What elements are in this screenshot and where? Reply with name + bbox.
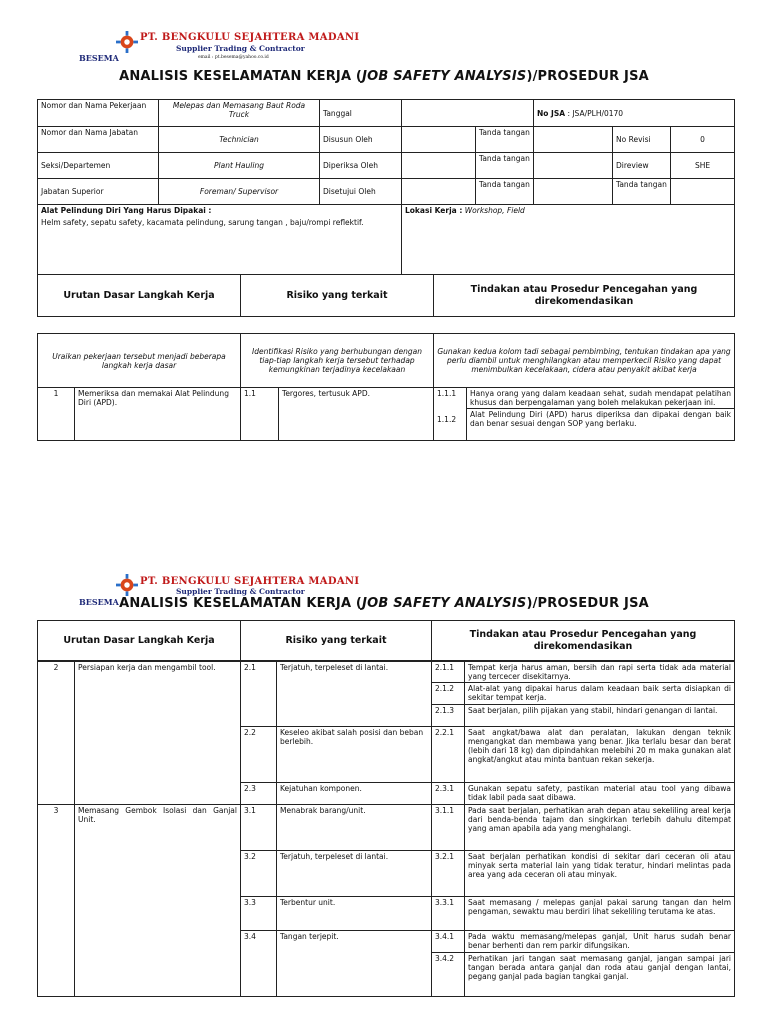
step-text: Memasang Gembok Isolasi dan Ganjal Unit. [75, 805, 241, 997]
company-brand: BESEMA [79, 597, 119, 607]
action-text: Gunakan sepatu safety, pastikan material atau tool yang dibawa tidak labil pada saat dibawa. [465, 783, 735, 805]
step-text: Memeriksa dan memakai Alat Pelindung Diri (APD). [75, 388, 241, 441]
action-number: 3.4.2 [432, 953, 465, 997]
value-tanda-tangan [534, 127, 613, 153]
action-number: 3.4.1 [432, 931, 465, 953]
jsa-step-table-page1 [37, 333, 735, 441]
label-diperiksa: Diperiksa Oleh [320, 153, 402, 179]
header-risiko: Risiko yang terkait [241, 275, 434, 317]
action-number: 1.1.2 [434, 409, 467, 441]
title-italic: JOB SAFETY ANALYSIS [362, 69, 527, 84]
value-jabatan-superior: Foreman/ Supervisor [159, 179, 320, 205]
label-seksi: Seksi/Departemen [38, 153, 159, 179]
risk-number: 3.2 [241, 851, 277, 897]
label-disetujui: Disetujui Oleh [320, 179, 402, 205]
company-name: PT. BENGKULU SEJAHTERA MADANI [140, 32, 360, 43]
header-risiko: Risiko yang terkait [241, 621, 432, 661]
page-title [0, 69, 768, 84]
action-text: Saat berjalan perhatikan kondisi di sekitar dari ceceran oli atau minyak serta material lain yang tidak teratur, hindari melintas pada area yang ada ceceran oli atau minyak. [465, 851, 735, 897]
risk-text: Keseleo akibat salah posisi dan beban berlebih. [277, 727, 432, 783]
title-prefix: ANALISIS KESELAMATAN KERJA ( [119, 596, 363, 611]
risk-text: Terbentur unit. [277, 897, 432, 931]
gear-icon [116, 574, 138, 596]
company-tagline: Supplier Trading & Contractor [176, 587, 305, 596]
risk-number: 3.3 [241, 897, 277, 931]
action-text: Perhatikan jari tangan saat memasang ganjal, jangan sampai jari tangan berada antara ganjal dan roda atau ganjal dengan lantai, pegang ganjal pada bagian tangkai ganjal. [465, 953, 735, 997]
action-text: Pada waktu memasang/melepas ganjal, Unit harus sudah benar benar berhenti dan rem parkir difungsikan. [465, 931, 735, 953]
title-suffix: )/PROSEDUR JSA [526, 596, 649, 611]
value-direview: SHE [671, 153, 735, 179]
label-no-jsa: No JSA [537, 108, 566, 118]
label-apd: Alat Pelindung Diri Yang Harus Dipakai : [41, 206, 212, 215]
label-tanda-tangan: Tanda tangan [476, 153, 534, 179]
label-tanggal: Tanggal [320, 100, 402, 127]
value-disetujui [402, 179, 476, 205]
step-text: Persiapan kerja dan mengambil tool. [75, 662, 241, 805]
label-nomor-jabatan: Nomor dan Nama Jabatan [38, 127, 159, 153]
risk-text: Menabrak barang/unit. [277, 805, 432, 851]
title-italic: JOB SAFETY ANALYSIS [362, 596, 527, 611]
value-disusun [402, 127, 476, 153]
label-tanda-tangan: Tanda tangan [476, 127, 534, 153]
header-langkah-kerja: Urutan Dasar Langkah Kerja [38, 275, 241, 317]
company-name: PT. BENGKULU SEJAHTERA MADANI [140, 576, 360, 587]
gear-icon [116, 31, 138, 53]
risk-number: 2.3 [241, 783, 277, 805]
action-number: 2.3.1 [432, 783, 465, 805]
risk-text: Terjatuh, terpeleset di lantai. [277, 851, 432, 897]
action-number: 3.3.1 [432, 897, 465, 931]
value-seksi: Plant Hauling [159, 153, 320, 179]
risk-text: Terjatuh, terpeleset di lantai. [277, 662, 432, 727]
action-text: Hanya orang yang dalam keadaan sehat, sudah mendapat pelatihan khusus dan berpengalaman yang boleh melakukan pekerjaan ini. [467, 388, 735, 409]
value-tanda-tangan [671, 179, 735, 205]
action-text: Alat-alat yang dipakai harus dalam keadaan baik serta disiapkan di sekitar tempat kerja. [465, 683, 735, 705]
risk-text: Tergores, tertusuk APD. [279, 388, 434, 441]
risk-number: 1.1 [241, 388, 279, 441]
label-jabatan-superior: Jabatan Superior [38, 179, 159, 205]
value-apd: Helm safety, sepatu safety, kacamata pelindung, sarung tangan , baju/rompi reflektif. [41, 218, 364, 227]
column-header-table [37, 620, 735, 661]
value-tanggal [402, 100, 534, 127]
title-suffix: )/PROSEDUR JSA [526, 69, 649, 84]
label-disusun: Disusun Oleh [320, 127, 402, 153]
guide-tindakan: Gunakan kedua kolom tadi sebagai pembimbing, tentukan tindakan apa yang perlu diambil untuk menghilangkan atau memperkecil Risiko yang dapat menimbulkan kecelakaan, cidera atau penyakit akibat kerja [434, 334, 735, 388]
jsa-info-table [37, 99, 735, 275]
step-number: 2 [38, 662, 75, 805]
step-number: 3 [38, 805, 75, 997]
label-lokasi: Lokasi Kerja : [405, 206, 463, 215]
label-tanda-tangan: Tanda tangan [613, 179, 671, 205]
guide-risiko: Identifikasi Risiko yang berhubungan dengan tiap-tiap langkah kerja tersebut terhadap kemungkinan terjadinya kecelakaan [241, 334, 434, 388]
value-no-revisi: 0 [671, 127, 735, 153]
action-text: Alat Pelindung Diri (APD) harus diperiksa dan dipakai dengan baik dan benar sesuai dengan SOP yang berlaku. [467, 409, 735, 441]
action-number: 2.1.2 [432, 683, 465, 705]
label-direview: Direview [613, 153, 671, 179]
value-tanda-tangan [534, 153, 613, 179]
jsa-step-table-page2 [37, 661, 735, 997]
value-diperiksa [402, 153, 476, 179]
value-nomor-pekerjaan: Melepas dan Memasang Baut Roda Truck [159, 100, 320, 127]
action-text: Pada saat berjalan, perhatikan arah depan atau sekeliling areal kerja dari benda-benda tajam dan singkirkan terlebih dahulu ditempat yang aman apabila ada yang menghalangi. [465, 805, 735, 851]
label-no-revisi: No Revisi [613, 127, 671, 153]
header-langkah-kerja: Urutan Dasar Langkah Kerja [38, 621, 241, 661]
label-nomor-pekerjaan: Nomor dan Nama Pekerjaan [38, 100, 159, 127]
apd-cell [38, 205, 402, 275]
action-number: 1.1.1 [434, 388, 467, 409]
risk-number: 2.1 [241, 662, 277, 727]
risk-number: 2.2 [241, 727, 277, 783]
guide-langkah: Uraikan pekerjaan tersebut menjadi beberapa langkah kerja dasar [38, 334, 241, 388]
label-tanda-tangan: Tanda tangan [476, 179, 534, 205]
action-text: Saat berjalan, pilih pijakan yang stabil, hindari genangan di lantai. [465, 705, 735, 727]
action-text: Saat angkat/bawa alat dan peralatan, lakukan dengan teknik mengangkat dan membawa yang benar. Jika terlalu besar dan berat (lebih dari 18 kg) dan dipindahkan melebihi 20 m maka gunakan alat angkat/angkut atau minta bantuan rekan sekerja. [465, 727, 735, 783]
risk-text: Kejatuhan komponen. [277, 783, 432, 805]
title-prefix: ANALISIS KESELAMATAN KERJA ( [119, 69, 363, 84]
page-title [0, 596, 768, 611]
value-nomor-jabatan: Technician [159, 127, 320, 153]
action-number: 3.2.1 [432, 851, 465, 897]
value-no-jsa: : JSA/PLH/0170 [567, 108, 624, 118]
action-text: Tempat kerja harus aman, bersih dan rapi serta tidak ada material yang tercecer disekitarnya. [465, 662, 735, 683]
company-email: email : pt.besema@yahoo.co.id [198, 55, 269, 60]
action-number: 2.1.1 [432, 662, 465, 683]
risk-number: 3.1 [241, 805, 277, 851]
value-lokasi: Workshop, Field [464, 206, 525, 215]
risk-number: 3.4 [241, 931, 277, 997]
column-header-table [37, 274, 735, 317]
company-brand: BESEMA [79, 53, 119, 63]
no-jsa [534, 100, 735, 127]
action-text: Saat memasang / melepas ganjal pakai sarung tangan dan helm pengaman, sewaktu mau berdiri lihat sekeliling terutama ke atas. [465, 897, 735, 931]
action-number: 3.1.1 [432, 805, 465, 851]
action-number: 2.2.1 [432, 727, 465, 783]
risk-text: Tangan terjepit. [277, 931, 432, 997]
company-tagline: Supplier Trading & Contractor [176, 44, 305, 53]
action-number: 2.1.3 [432, 705, 465, 727]
step-number: 1 [38, 388, 75, 441]
header-tindakan: Tindakan atau Prosedur Pencegahan yang direkomendasikan [434, 275, 735, 317]
header-tindakan: Tindakan atau Prosedur Pencegahan yang direkomendasikan [432, 621, 735, 661]
lokasi-cell [402, 205, 735, 275]
value-tanda-tangan [534, 179, 613, 205]
